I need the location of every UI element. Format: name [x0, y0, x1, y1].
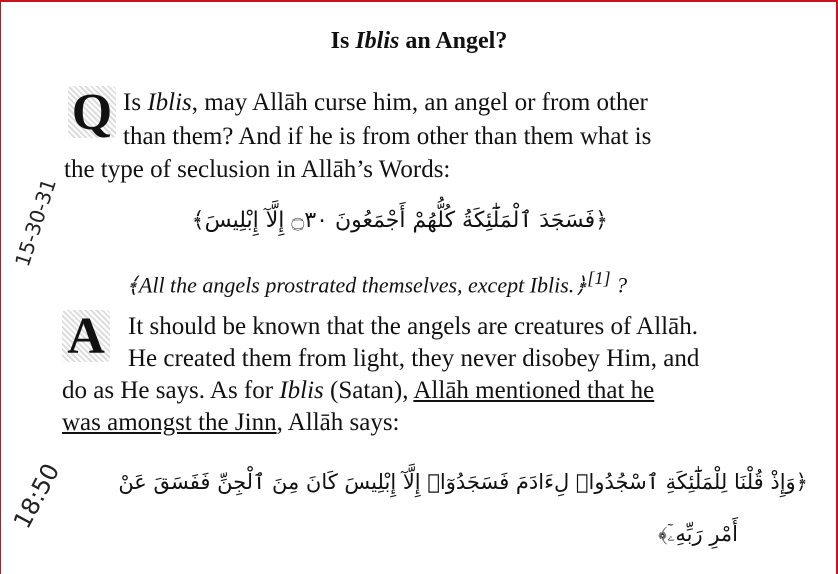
page-title: Is Iblis an Angel?	[330, 28, 508, 54]
answer-line-1: It should be known that the angels are creatures of Allāh.	[128, 313, 698, 340]
frame-left-border	[0, 0, 1, 574]
footnote-ref[interactable]: [1]	[587, 268, 611, 288]
quran-verse-2: ﴿وَإِذْ قُلْنَا لِلْمَلَٰٓئِكَةِ ٱسْجُدُوا۟ لِءَادَمَ فَسَجَدُوٓا۟ إِلَّآ إِبْلِيسَ كَانَ مِنَ ٱلْجِنِّ فَفَسَقَ عَنْ	[118, 470, 808, 494]
quran-verse-2-continued: أَمْرِ رَبِّهِۦٓ﴾	[658, 522, 738, 546]
answer-line-4: was amongst the Jinn, Allāh says:	[62, 409, 400, 436]
question-line-2: than them? And if he is from other than them what is	[123, 123, 652, 150]
answer-dropcap: A	[62, 310, 110, 362]
verse-1-translation: ﴾All the angels prostrated themselves, except Iblis.﴿[1] ?	[126, 268, 628, 298]
handwritten-note-verse: 18:50	[8, 458, 66, 534]
frame-top-border	[0, 0, 838, 2]
question-dropcap: Q	[68, 86, 116, 138]
handwritten-note-reference: 15-30-31	[10, 175, 61, 270]
question-line-3: the type of seclusion in Allāh’s Words:	[64, 156, 451, 183]
answer-line-3: do as He says. As for Iblis (Satan), Allāh mentioned that he	[62, 377, 655, 404]
answer-line-2: He created them from light, they never disobey Him, and	[128, 345, 700, 372]
quran-verse-1: ﴿فَسَجَدَ ٱلْمَلَٰٓئِكَةُ كُلُّهُمْ أَجْمَعُونَ ۝٣٠ إِلَّآ إِبْلِيسَ﴾	[191, 208, 608, 233]
question-line-1: Is Iblis, may Allāh curse him, an angel or from other	[123, 89, 648, 116]
